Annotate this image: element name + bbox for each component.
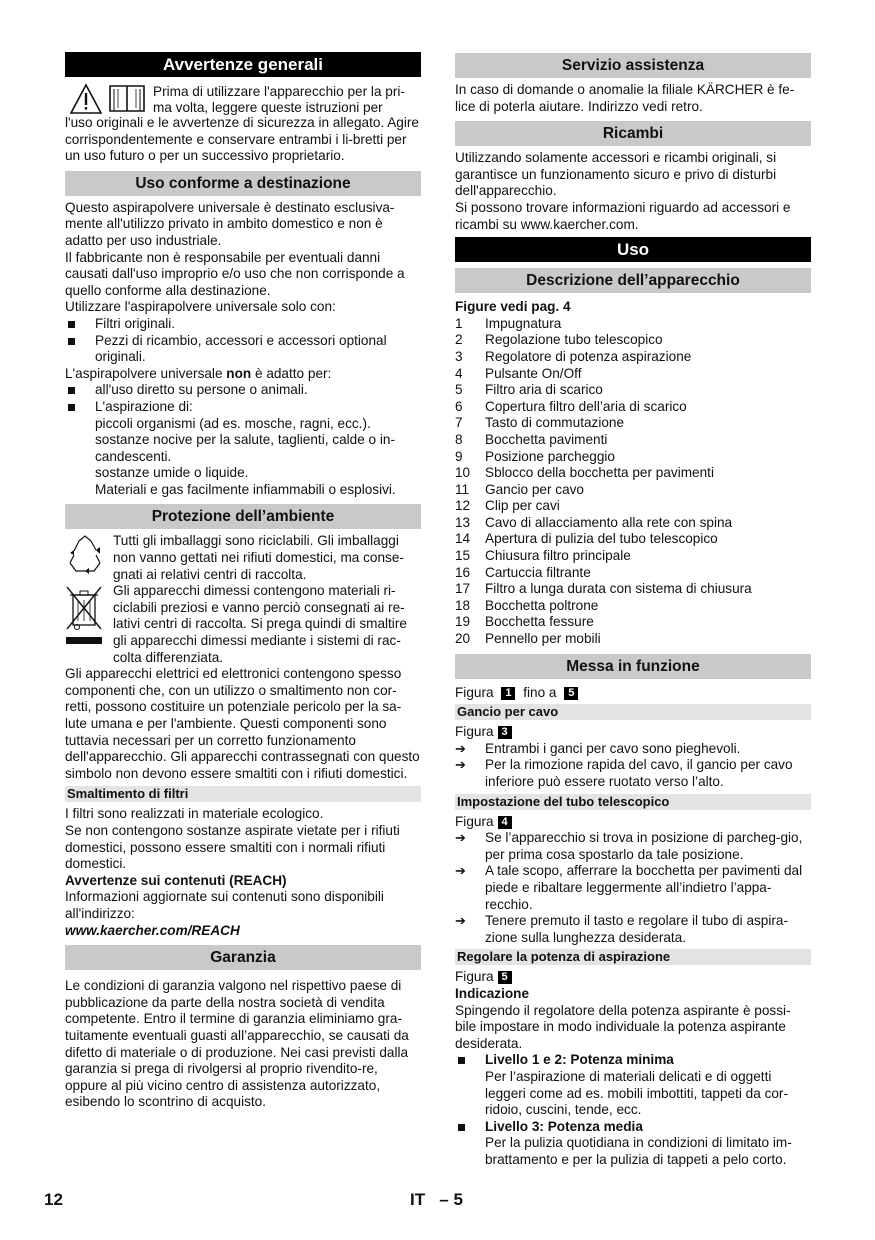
parts-p1: Utilizzando solamente accessori e ricambi originali, si garantisce un funzionamento sicuro e privo di disturbi dell'apparecchio. <box>455 150 777 199</box>
filters-p1: I filtri sono realizzati in materiale ecologico. <box>65 806 324 822</box>
list-item: Livello 1 e 2: Potenza minima <box>455 1052 811 1069</box>
figure-badge: 3 <box>498 726 512 739</box>
heading-environment: Protezione dell’ambiente <box>65 504 421 529</box>
heading-startup: Messa in funzione <box>455 654 811 679</box>
item-number: 5 <box>455 382 463 398</box>
square-bullet-icon <box>68 404 75 411</box>
item-number: 7 <box>455 415 463 431</box>
intro-line-2: ma volta, leggere queste istruzioni per <box>153 100 383 115</box>
arrow-right-icon: ➔ <box>455 830 466 846</box>
list-item <box>455 366 811 383</box>
list-item <box>455 565 811 582</box>
list-item <box>455 614 811 631</box>
arrow-right-icon: ➔ <box>455 740 466 756</box>
heading-device-description: Descrizione dell’apparecchio <box>455 268 811 293</box>
warranty-text: Le condizioni di garanzia valgono nel rispettivo paese di pubblicazione da parte della nostra società di vendita competente. Entro il termine di garanzia eliminiamo gra-tuitamente eventuali guasti all’apparecchio, se causati da difetto di materiale o di produzione. Nei casi previsti dalla garanzia si prega di rivolgersi al proprio rivendito-re, oppure al più vicino centro di assistenza autorizzato, esibendo lo scontrino di acquisto. <box>65 978 409 1110</box>
item-number: 12 <box>455 498 471 514</box>
item-number: 8 <box>455 431 463 447</box>
list-item <box>455 581 811 598</box>
list-item: Pezzi di ricambio, accessori e accessori optional originali. <box>65 333 421 366</box>
square-bullet-icon <box>458 1057 465 1064</box>
intro-line-1: Prima di utilizzare l'apparecchio per la pri- <box>153 84 405 99</box>
list-item <box>455 498 811 515</box>
item-text: Sblocco della bocchetta per pavimenti <box>485 465 714 481</box>
tube-figure-line: Figura 4 <box>455 814 811 831</box>
item-text: Bocchetta poltrone <box>485 597 599 613</box>
list-item <box>455 432 811 449</box>
list-item <box>455 465 811 482</box>
list-item: ➔ Tenere premuto il tasto e regolare il tubo di aspira-zione sulla lunghezza desiderata. <box>455 913 788 945</box>
item-text: Impugnatura <box>485 315 562 331</box>
item-text: Tasto di commutazione <box>485 415 625 431</box>
level-mid-text: Per la pulizia quotidiana in condizioni di limitato im-brattamento e per la pulizia di tappeti a pelo corto. <box>485 1135 792 1167</box>
sub-item: sostanze umide o liquide. <box>95 465 249 481</box>
page-number: 12 <box>44 1190 63 1209</box>
not-suitable-line: L'aspirapolvere universale non è adatto per: <box>65 365 332 381</box>
item-text: Cartuccia filtrante <box>485 564 591 580</box>
item-text: Filtro aria di scarico <box>485 382 603 398</box>
item-number: 16 <box>455 564 471 580</box>
intro-with-icons <box>65 81 421 115</box>
item-text: Filtro a lunga durata con sistema di chiusura <box>485 581 752 597</box>
list-item <box>455 415 811 432</box>
sub-item: Materiali e gas facilmente infiammabili o esplosivi. <box>95 481 396 497</box>
list-item <box>455 531 811 548</box>
item-number: 17 <box>455 581 471 597</box>
intended-use-p2: Il fabbricante non è responsabile per eventuali danni causati dall'uso improprio e/o uso che non corrisponde a quello conforme alla destinazione. <box>65 249 405 298</box>
intended-use-p1: Questo aspirapolvere universale è destinato esclusiva-mente all'utilizzo privato in ambito domestico e non è adatto per uso industriale. <box>65 199 395 248</box>
item-text: Pennello per mobili <box>485 631 601 647</box>
left-column <box>65 52 421 1111</box>
list-item <box>455 449 811 466</box>
item-text: Regolazione tubo telescopico <box>485 332 663 348</box>
item-number: 6 <box>455 398 463 414</box>
item-text: Regolatore di potenza aspirazione <box>485 348 692 364</box>
item-text: Chiusura filtro principale <box>485 548 631 564</box>
item-text: Posizione parcheggio <box>485 448 615 464</box>
recycle-icon <box>65 533 105 577</box>
level-min-text: Per l’aspirazione di materiali delicati e di oggetti leggeri come ad es. mobili imbottiti, tappeti da cor-ridoio, cuscini, tende, ecc. <box>485 1068 788 1118</box>
list-item <box>455 399 811 416</box>
reach-title: Avvertenze sui contenuti (REACH) <box>65 872 287 888</box>
item-number: 15 <box>455 548 471 564</box>
figure-badge: 1 <box>501 687 515 700</box>
item-number: 20 <box>455 631 471 647</box>
list-item <box>455 515 811 532</box>
warning-triangle-icon <box>69 83 103 115</box>
sub-item: piccoli organismi (ad es. mosche, ragni, ecc.). <box>95 415 371 431</box>
weee-block <box>65 583 421 666</box>
right-column <box>455 52 811 1168</box>
list-item <box>455 316 811 333</box>
item-number: 2 <box>455 332 463 348</box>
item-number: 4 <box>455 365 463 381</box>
list-item: ➔ Entrambi i ganci per cavo sono pieghevoli. <box>455 740 741 756</box>
item-number: 10 <box>455 465 471 481</box>
square-bullet-icon <box>68 387 75 394</box>
item-number: 3 <box>455 348 463 364</box>
item-number: 18 <box>455 597 471 613</box>
item-text: Bocchetta fessure <box>485 614 594 630</box>
hook-figure-line: Figura 3 <box>455 724 811 741</box>
list-item <box>455 382 811 399</box>
item-number: 9 <box>455 448 463 464</box>
list-item: ➔ Se l’apparecchio si trova in posizione di parcheg-gio, per prima cosa spostarlo da tale posizione. <box>455 830 803 862</box>
heading-cable-hook: Gancio per cavo <box>455 704 811 720</box>
list-item: L'aspirazione di: <box>65 399 421 416</box>
crossed-bin-icon <box>65 585 103 649</box>
service-text: In caso di domande o anomalie la filiale KÄRCHER è fe-lice di poterla aiutare. Indirizzo vedi retro. <box>455 82 795 114</box>
square-bullet-icon <box>68 338 75 345</box>
figure-reference: Figure vedi pag. 4 <box>455 299 571 315</box>
item-text: Gancio per cavo <box>485 481 584 497</box>
arrow-right-icon: ➔ <box>455 913 466 929</box>
item-number: 1 <box>455 315 463 331</box>
item-text: Apertura di pulizia del tubo telescopico <box>485 531 718 547</box>
reach-text: Informazioni aggiornate sui contenuti sono disponibili all'indirizzo: <box>65 889 384 921</box>
weee-text: Gli apparecchi dimessi contengono materiali ri-ciclabili preziosi e vanno perciò consegnati ai re-lativi centri di raccolta. Si prega quindi di smaltire gli apparecchi dimessi mediante i sistemi di rac-colta differenziata. <box>113 583 407 665</box>
power-figure-line: Figura 5 <box>455 969 811 986</box>
list-item <box>455 349 811 366</box>
electrical-text: Gli apparecchi elettrici ed elettronici contengono spesso componenti che, con un utilizzo o smaltimento non cor-retti, possono costituire un potenziale pericolo per la sa-lute umana e per l'ambiente. Questi componenti sono tuttavia necessari per un corretto funzionamento dell'apparecchio. Gli apparecchi contrassegnati con questo simbolo non devono essere smaltiti con i rifiuti domestici. <box>65 666 420 781</box>
item-number: 14 <box>455 531 471 547</box>
list-item: ➔ Per la rimozione rapida del cavo, il gancio per cavo inferiore può essere ruotato verso l’alto. <box>455 757 793 789</box>
item-number: 19 <box>455 614 471 630</box>
startup-figure-line: Figura 1 fino a 5 <box>455 685 811 702</box>
item-text: Pulsante On/Off <box>485 365 582 381</box>
item-text: Cavo di allacciamento alla rete con spina <box>485 514 733 530</box>
sub-item: sostanze nocive per la salute, taglienti, calde o in-candescenti. <box>95 432 395 464</box>
item-text: Bocchetta pavimenti <box>485 431 608 447</box>
parts-list <box>455 316 811 648</box>
list-item <box>455 332 811 349</box>
filters-p2: Se non contengono sostanze aspirate vietate per i rifiuti domestici, possono essere smaltiti con i normali rifiuti domestici. <box>65 822 400 872</box>
heading-warranty: Garanzia <box>65 945 421 970</box>
list-item <box>455 548 811 565</box>
recycle-text: Tutti gli imballaggi sono riciclabili. Gli imballaggi non vanno gettati nei rifiuti domestici, ma conse-gnati ai relativi centri di raccolta. <box>113 533 404 582</box>
figure-badge: 5 <box>498 971 512 984</box>
list-item: Livello 3: Potenza media <box>455 1119 811 1136</box>
figure-badge: 4 <box>498 816 512 829</box>
square-bullet-icon <box>68 321 75 328</box>
list-item: ➔ A tale scopo, afferrare la bocchetta per pavimenti dal piede e ribaltare leggermente all’indietro l’appa-recchio. <box>455 863 803 912</box>
figure-badge: 5 <box>564 687 578 700</box>
item-text: Copertura filtro dell’aria di scarico <box>485 398 687 414</box>
item-number: 11 <box>455 481 470 497</box>
list-item: Filtri originali. <box>65 316 421 333</box>
reach-link[interactable]: www.kaercher.com/REACH <box>65 922 240 938</box>
heading-general-warnings: Avvertenze generali <box>65 52 421 77</box>
parts-p2: Si possono trovare informazioni riguardo ad accessori e ricambi su www.kaercher.com. <box>455 199 791 232</box>
list-item <box>455 631 811 648</box>
heading-telescopic-tube: Impostazione del tubo telescopico <box>455 794 811 810</box>
note-text: Spingendo il regolatore della potenza aspirante è possi-bile impostare in modo individuale la potenza aspirante desiderata. <box>455 1002 791 1051</box>
list-item <box>455 598 811 615</box>
arrow-right-icon: ➔ <box>455 863 466 879</box>
heading-intended-use: Uso conforme a destinazione <box>65 171 421 196</box>
heading-service: Servizio assistenza <box>455 53 811 78</box>
heading-use: Uso <box>455 237 811 262</box>
intro-rest: l'uso originali e le avvertenze di sicurezza in allegato. Agire corrispondentemente e conservare entrambi i li-bretti per un uso futuro o per un successivo proprietario. <box>65 115 419 164</box>
manual-book-icon <box>107 84 147 114</box>
arrow-right-icon: ➔ <box>455 757 466 773</box>
intended-use-p3: Utilizzare l'aspirapolvere universale solo con: <box>65 299 336 315</box>
list-item <box>455 482 811 499</box>
square-bullet-icon <box>458 1124 465 1131</box>
language-page-indicator: IT – 5 <box>410 1190 463 1209</box>
heading-spare-parts: Ricambi <box>455 121 811 146</box>
item-number: 13 <box>455 514 471 530</box>
recycle-block <box>65 533 421 583</box>
note-title: Indicazione <box>455 985 530 1001</box>
item-text: Clip per cavi <box>485 498 560 514</box>
heading-suction-power: Regolare la potenza di aspirazione <box>455 949 811 965</box>
heading-filter-disposal: Smaltimento di filtri <box>65 786 421 802</box>
list-item: all'uso diretto su persone o animali. <box>65 382 421 399</box>
